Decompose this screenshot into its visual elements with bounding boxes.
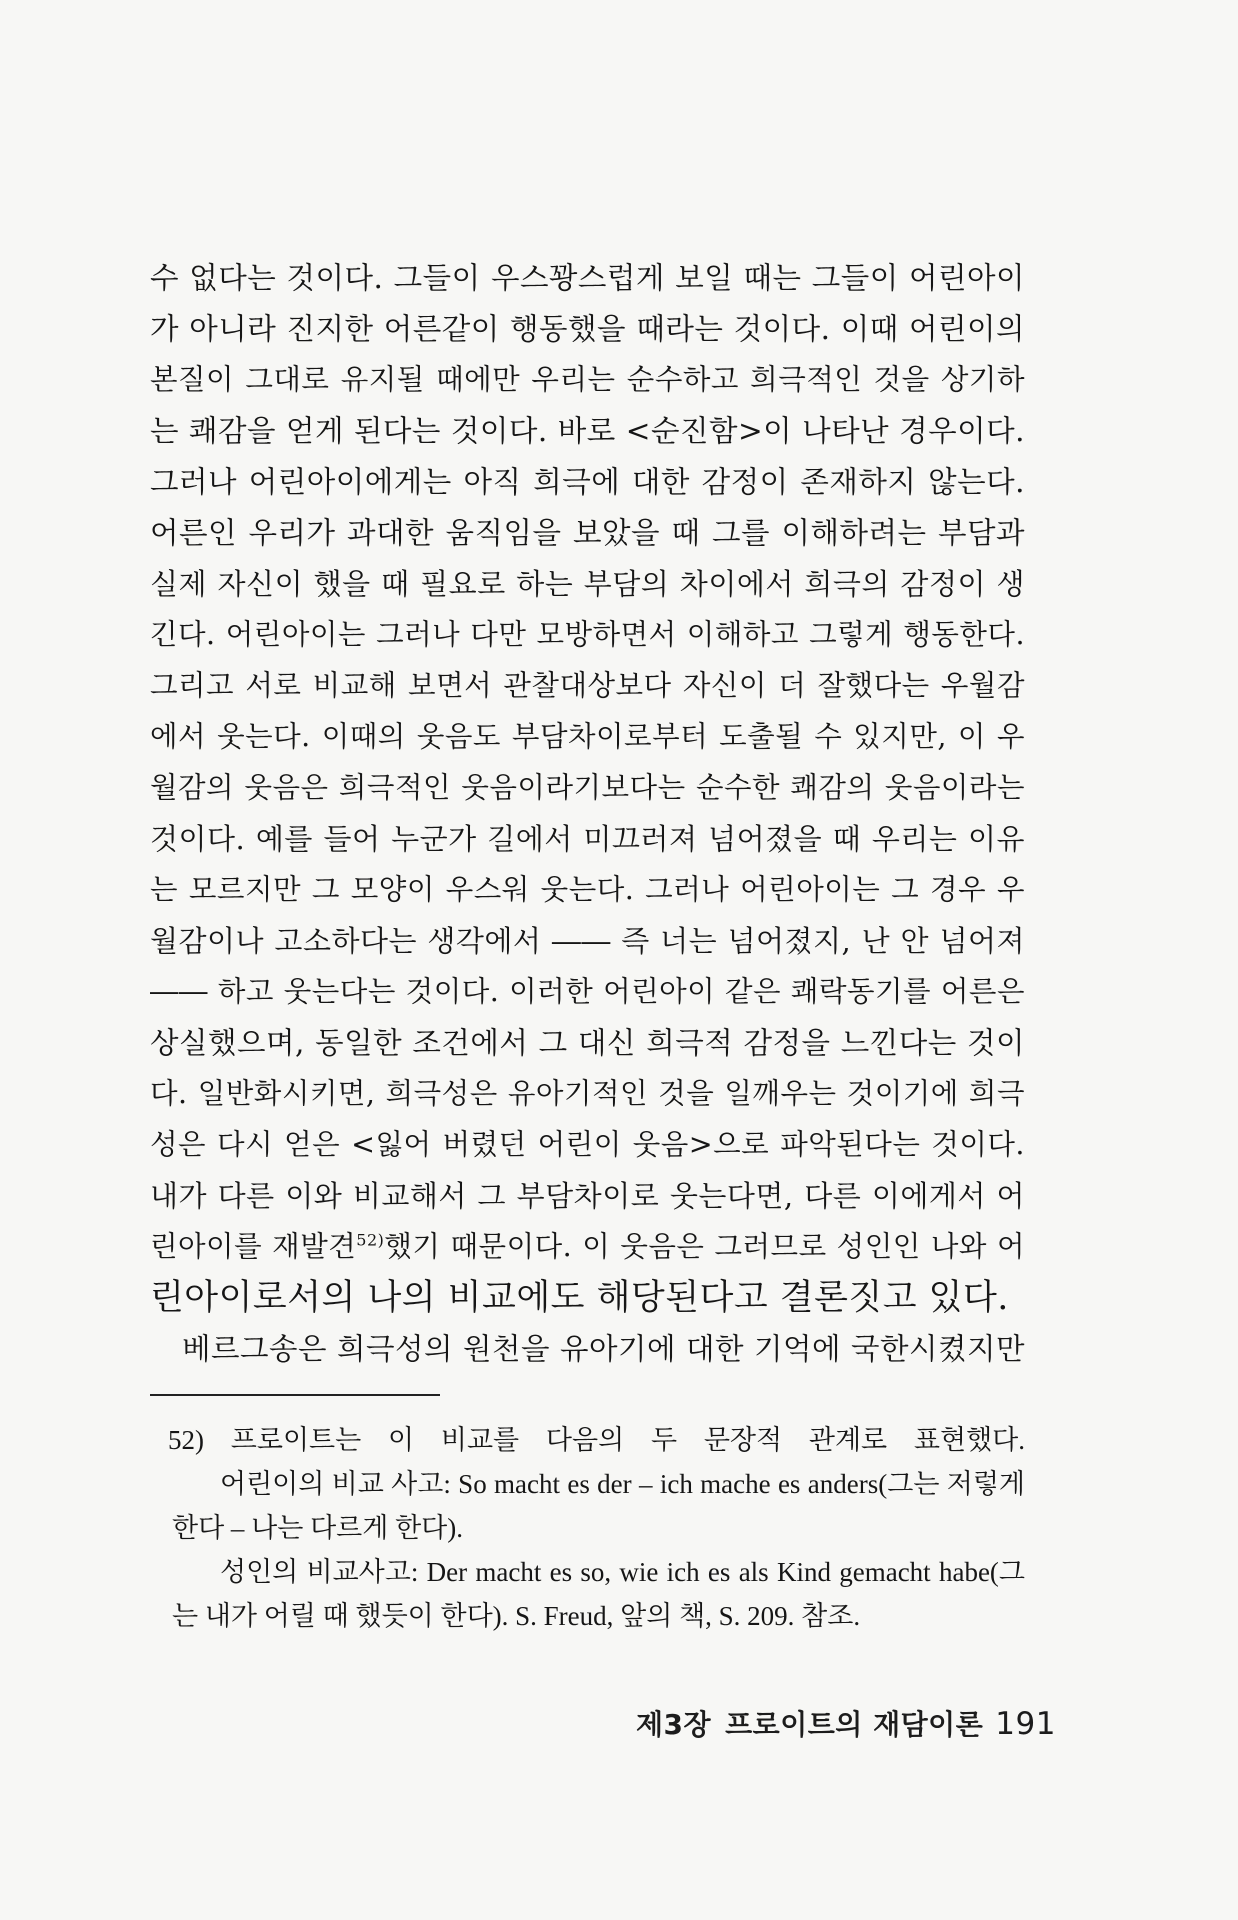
text-line: 월감이나 고소하다는 생각에서 ―― 즉 너는 넘어졌지, 난 안 넘어져 [150,924,1025,958]
text-line: 그리고 서로 비교해 보면서 관찰대상보다 자신이 더 잘했다는 우월감 [150,669,1025,702]
text-line: 성은 다시 얻은 <잃어 버렸던 어린이 웃음>으로 파악된다는 것이다. [150,1128,1025,1161]
text-line: 다. 일반화시키면, 희극성은 유아기적인 것을 일깨우는 것이기에 희극 [150,1077,1025,1110]
footnote-divider [150,1394,440,1396]
text-line: 본질이 그대로 유지될 때에만 우리는 순수하고 희극적인 것을 상기하 [150,363,1025,396]
text-line: 그러나 어린아이에게는 아직 희극에 대한 감정이 존재하지 않는다. [150,465,1025,499]
text-segment: 린아이를 재발견 [150,1230,357,1263]
chapter-title: 프로이트의 재담이론 [725,1708,984,1741]
text-segment: 했기 때문이다. 이 웃음은 그러므로 성인인 나와 어 [384,1230,1025,1263]
body-text [150,254,1025,1373]
footnote-reference: 52) [356,1230,385,1250]
footnote-line: 성인의 비교사고: Der macht es so, wie ich es als Kind gemacht habe(그 [220,1557,1025,1587]
text-line: 긴다. 어린아이는 그러나 다만 모방하면서 이해하고 그렇게 행동한다. [150,618,1025,651]
footnote-line: 52) 프로이트는 이 비교를 다음의 두 문장적 관계로 표현했다. [168,1425,1025,1455]
text-line: 어른인 우리가 과대한 움직임을 보았을 때 그를 이해하려는 부담과 [150,516,1025,550]
text-line: 내가 다른 이와 비교해서 그 부담차이로 웃는다면, 다른 이에게서 어 [150,1179,1025,1213]
text-line: 것이다. 예를 들어 누군가 길에서 미끄러져 넘어졌을 때 우리는 이유 [150,822,1025,856]
footnote-line: 어린이의 비교 사고: So macht es der – ich mache es anders(그는 저렇게 [220,1469,1025,1499]
text-line: 월감의 웃음은 희극적인 웃음이라기보다는 순수한 쾌감의 웃음이라는 [150,771,1025,804]
text-line: ―― 하고 웃는다는 것이다. 이러한 어린아이 같은 쾌락동기를 어른은 [150,975,1025,1008]
running-footer [636,1703,1056,1743]
text-line: 에서 웃는다. 이때의 웃음도 부담차이로부터 도출될 수 있지만, 이 우 [150,720,1025,753]
text-line: 수 없다는 것이다. 그들이 우스꽝스럽게 보일 때는 그들이 어린아이 [150,261,1025,295]
text-line: 는 모르지만 그 모양이 우스워 웃는다. 그러나 어린아이는 그 경우 우 [150,873,1025,906]
page-number: 191 [995,1706,1056,1742]
text-line-with-footnote-ref [150,1223,1025,1271]
paragraph-start-line: 베르그송은 희극성의 원천을 유아기에 대한 기억에 국한시켰지만 [182,1332,1025,1366]
chapter-label: 제3장 [636,1708,712,1741]
footnotes [150,1418,1025,1638]
footnote-line: 한다 – 나는 다르게 한다). [172,1513,463,1543]
text-line: 실제 자신이 했을 때 필요로 하는 부담의 차이에서 희극의 감정이 생 [150,567,1025,601]
paragraph-end-line: 린아이로서의 나의 비교에도 해당된다고 결론짓고 있다. [150,1278,1009,1318]
text-line: 상실했으며, 동일한 조건에서 그 대신 희극적 감정을 느낀다는 것이 [150,1026,1025,1060]
text-line: 가 아니라 진지한 어른같이 행동했을 때라는 것이다. 이때 어린이의 [150,312,1025,346]
footnote-line: 는 내가 어릴 때 했듯이 한다). S. Freud, 앞의 책, S. 209. 참조. [172,1601,861,1631]
text-line: 는 쾌감을 얻게 된다는 것이다. 바로 <순진함>이 나타난 경우이다. [150,414,1025,448]
